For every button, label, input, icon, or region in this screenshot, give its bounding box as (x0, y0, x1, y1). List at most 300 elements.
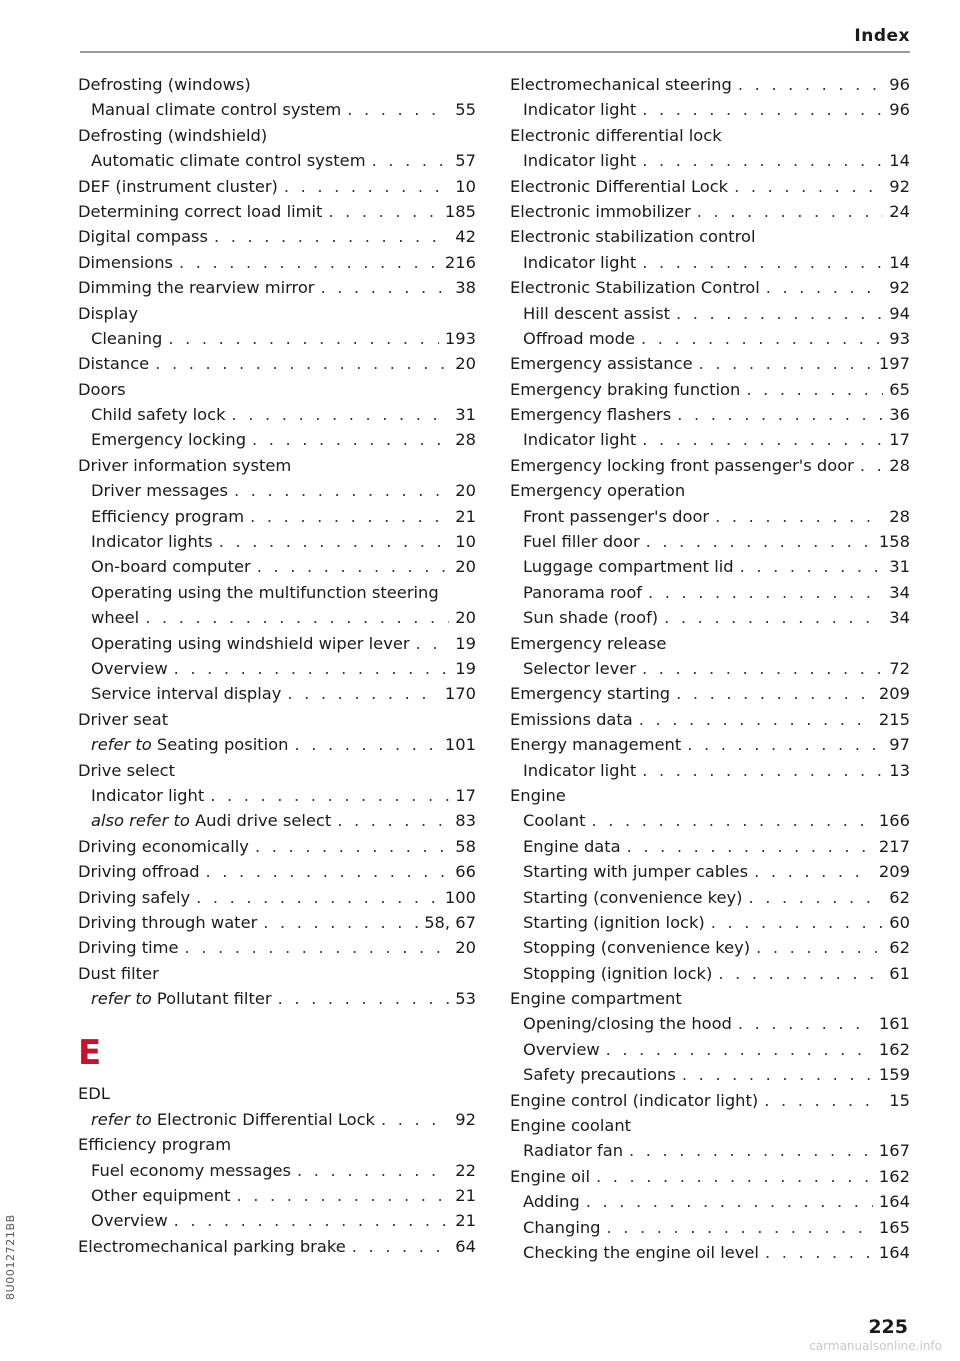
entry-label: Selector lever (523, 658, 636, 678)
index-entry (78, 224, 476, 249)
dot-leader (321, 275, 450, 300)
dot-leader (263, 910, 418, 935)
page-reference: 92 (455, 1109, 476, 1129)
index-subentry-text: Operating using the multifunction steering (91, 582, 439, 602)
index-subentry (510, 301, 910, 326)
index-entry (78, 834, 476, 859)
index-entry (510, 732, 910, 757)
dot-leader (237, 1183, 450, 1208)
page-reference: 28 (455, 430, 476, 450)
entry-label: Overview (91, 1211, 168, 1231)
page-reference: 92 (889, 278, 910, 298)
dot-leader (145, 605, 449, 630)
dot-leader (328, 199, 439, 224)
page-reference: 97 (889, 735, 910, 755)
dot-leader (174, 1208, 450, 1233)
dot-leader (219, 529, 450, 554)
index-entry (510, 351, 910, 376)
dot-leader (337, 808, 449, 833)
page-reference: 158 (878, 532, 910, 552)
entry-label: Front passenger's door (523, 506, 710, 526)
entry-label (91, 808, 331, 833)
index-heading: Engine coolant (510, 1116, 632, 1136)
page-reference: 24 (889, 201, 910, 221)
dot-leader (629, 1138, 873, 1163)
entry-label: Emergency flashers (510, 405, 672, 425)
page-reference: 21 (455, 1211, 476, 1231)
index-heading: Driver seat (78, 709, 169, 729)
entry-label: Engine data (523, 836, 621, 856)
dot-leader (586, 1189, 873, 1214)
dot-leader (596, 1164, 873, 1189)
entry-label: Hill descent assist (523, 303, 671, 323)
page-reference: 34 (889, 608, 910, 628)
dot-leader (734, 174, 883, 199)
entry-label: Electronic immobilizer (510, 201, 691, 221)
index-entry (78, 250, 476, 275)
dot-leader (642, 250, 883, 275)
page-reference: 209 (878, 684, 910, 704)
page-reference: 62 (889, 887, 910, 907)
entry-label: Engine control (indicator light) (510, 1090, 759, 1110)
page-reference: 215 (878, 709, 910, 729)
index-subentry (510, 1215, 910, 1240)
page-reference: 96 (889, 75, 910, 94)
dot-leader (749, 885, 884, 910)
dot-leader (174, 656, 450, 681)
page-reference: 162 (878, 1166, 910, 1186)
entry-label: Driving offroad (78, 862, 200, 882)
page-reference: 17 (455, 785, 476, 805)
entry-label: Offroad mode (523, 328, 635, 348)
dot-leader (416, 631, 450, 656)
page-reference: 96 (889, 100, 910, 120)
index-subentry (78, 808, 476, 833)
entry-label: Safety precautions (523, 1065, 676, 1085)
entry-label: Luggage compartment lid (523, 557, 734, 577)
dot-leader (352, 1234, 450, 1259)
page-reference: 38 (455, 278, 476, 298)
entry-label: Driving through water (78, 912, 258, 932)
page-reference: 170 (444, 684, 476, 704)
index-subentry (78, 529, 476, 554)
index-subentry (78, 148, 476, 173)
entry-label (91, 732, 288, 757)
entry-label: Service interval display (91, 684, 282, 704)
dot-leader (381, 1107, 449, 1132)
dot-leader (738, 72, 883, 97)
index-heading: Dust filter (78, 963, 159, 983)
cross-reference-prefix: refer to (91, 1109, 152, 1129)
page-reference: 216 (444, 252, 476, 272)
entry-label: Other equipment (91, 1186, 231, 1206)
page-header-title: Index (854, 26, 910, 46)
index-subentry (510, 1240, 910, 1265)
page-reference: 20 (455, 938, 476, 958)
entry-label: Emergency braking function (510, 379, 741, 399)
index-entry (510, 199, 910, 224)
page-reference: 34 (889, 582, 910, 602)
page-reference: 193 (444, 328, 476, 348)
dot-leader (250, 504, 449, 529)
dot-leader (676, 301, 883, 326)
index-subentry (78, 656, 476, 681)
page-reference: 19 (455, 633, 476, 653)
cross-reference-prefix: also refer to (91, 811, 190, 831)
index-subentry (78, 326, 476, 351)
watermark: carmanualsonline.info (809, 1339, 942, 1353)
page-reference: 72 (889, 658, 910, 678)
dot-leader (676, 681, 873, 706)
index-subentry (510, 504, 910, 529)
index-entry (78, 1234, 476, 1259)
dot-leader (214, 224, 449, 249)
entry-label: Dimming the rearview mirror (78, 278, 315, 298)
dot-leader (687, 732, 883, 757)
header-rule (80, 51, 910, 53)
dot-leader (766, 275, 884, 300)
entry-label: Operating using windshield wiper lever (91, 633, 410, 653)
page-reference: 61 (889, 963, 910, 983)
page-reference: 17 (889, 430, 910, 450)
dot-leader (252, 427, 449, 452)
entry-label: Determining correct load limit (78, 201, 323, 221)
page-number: 225 (868, 1316, 908, 1338)
entry-label: Manual climate control system (91, 100, 342, 120)
dot-leader (210, 783, 449, 808)
entry-label: Driving time (78, 938, 179, 958)
index-subentry (510, 605, 910, 630)
index-entry (78, 275, 476, 300)
index-subentry (510, 580, 910, 605)
index-subentry (510, 656, 910, 681)
dot-leader (372, 148, 450, 173)
index-subentry (510, 1138, 910, 1163)
page-reference: 15 (889, 1090, 910, 1110)
index-entry (78, 935, 476, 960)
entry-label: Electronic Differential Lock (510, 176, 729, 196)
index-subentry (510, 961, 910, 986)
entry-label: Opening/closing the hood (523, 1014, 732, 1034)
entry-label: Emergency locking (91, 430, 247, 450)
page-reference: 20 (455, 557, 476, 577)
index-entry (78, 199, 476, 224)
page-reference: 28 (889, 506, 910, 526)
entry-label: Driving safely (78, 887, 191, 907)
entry-label: Indicator light (523, 760, 637, 780)
index-heading: Drive select (78, 760, 175, 780)
dot-leader (648, 580, 883, 605)
page-reference: 197 (878, 354, 910, 374)
dot-leader (606, 1037, 873, 1062)
entry-label: Dimensions (78, 252, 174, 272)
entry-label: On-board computer (91, 557, 251, 577)
index-entry (78, 859, 476, 884)
dot-leader (185, 935, 450, 960)
entry-label: Distance (78, 354, 150, 374)
entry-label: Starting (convenience key) (523, 887, 743, 907)
dot-leader (754, 859, 873, 884)
entry-label: Indicator light (91, 785, 205, 805)
index-subentry (510, 935, 910, 960)
dot-leader (738, 1011, 873, 1036)
dot-leader (711, 910, 884, 935)
page-reference: 14 (889, 252, 910, 272)
entry-label: Child safety lock (91, 405, 226, 425)
index-subentry (78, 478, 476, 503)
entry-label-text: Audi drive select (194, 811, 332, 831)
dot-leader (232, 402, 450, 427)
index-subentry (510, 1189, 910, 1214)
page-reference: 165 (878, 1217, 910, 1237)
index-subentry (510, 1037, 910, 1062)
entry-label: Indicator light (523, 252, 637, 272)
entry-label: Emissions data (510, 709, 633, 729)
index-heading: Emergency operation (510, 481, 686, 501)
entry-label: Overview (91, 658, 168, 678)
index-entry (510, 453, 910, 478)
page-reference: 217 (878, 836, 910, 856)
index-heading: Doors (78, 379, 126, 399)
section-letter: E (78, 1033, 102, 1074)
index-entry (510, 707, 910, 732)
page-reference: 161 (878, 1014, 910, 1034)
index-subentry (510, 554, 910, 579)
entry-label: Fuel economy messages (91, 1160, 292, 1180)
page-reference: 167 (878, 1141, 910, 1161)
entry-label: Starting with jumper cables (523, 862, 749, 882)
index-subentry (510, 427, 910, 452)
index-heading: Engine compartment (510, 989, 682, 1009)
entry-label: Automatic climate control system (91, 151, 366, 171)
dot-leader (255, 834, 449, 859)
page-reference: 159 (878, 1065, 910, 1085)
dot-leader (642, 758, 883, 783)
page-reference: 92 (889, 176, 910, 196)
dot-leader (765, 1240, 873, 1265)
page-reference: 20 (455, 481, 476, 501)
page-reference: 185 (444, 201, 476, 221)
entry-label: Starting (ignition lock) (523, 912, 705, 932)
entry-label: Electronic Stabilization Control (510, 278, 760, 298)
page-reference: 53 (455, 989, 476, 1009)
page-reference: 65 (889, 379, 910, 399)
dot-leader (287, 681, 439, 706)
entry-label-text: Seating position (156, 735, 289, 755)
index-subentry (78, 1107, 476, 1132)
entry-label: Overview (523, 1039, 600, 1059)
page-reference: 42 (455, 227, 476, 247)
page-reference: 13 (889, 760, 910, 780)
dot-leader (297, 1158, 449, 1183)
dot-leader (641, 326, 883, 351)
index-heading: Efficiency program (78, 1135, 232, 1155)
entry-label: Panorama roof (523, 582, 643, 602)
dot-leader (718, 961, 883, 986)
entry-label: Energy management (510, 735, 682, 755)
page-reference: 60 (889, 912, 910, 932)
index-heading: Defrosting (windows) (78, 75, 251, 94)
entry-label: Changing (523, 1217, 601, 1237)
index-entry (510, 275, 910, 300)
index-subentry (510, 859, 910, 884)
entry-label: Stopping (ignition lock) (523, 963, 713, 983)
index-subentry (510, 834, 910, 859)
entry-label: Indicator light (523, 100, 637, 120)
page-reference: 20 (455, 354, 476, 374)
dot-leader (756, 935, 883, 960)
page-reference: 28 (889, 455, 910, 475)
page-reference: 101 (444, 735, 476, 755)
index-subentry (78, 402, 476, 427)
cross-reference-prefix: refer to (91, 989, 152, 1009)
page-reference: 21 (455, 506, 476, 526)
dot-leader (715, 504, 883, 529)
index-subentry (510, 808, 910, 833)
index-entry (510, 402, 910, 427)
entry-label: Stopping (convenience key) (523, 938, 751, 958)
entry-label: Indicator lights (91, 532, 213, 552)
dot-leader (642, 148, 883, 173)
page-reference: 20 (455, 608, 476, 628)
index-subentry (78, 986, 476, 1011)
dot-leader (642, 427, 883, 452)
index-entry (78, 351, 476, 376)
index-entry (510, 1164, 910, 1189)
entry-label (91, 986, 272, 1011)
index-subentry (510, 148, 910, 173)
index-entry (78, 910, 476, 935)
page-reference: 10 (455, 176, 476, 196)
entry-label: Indicator light (523, 151, 637, 171)
document-code: 8U0012721BB (4, 1214, 17, 1300)
page-reference: 83 (455, 811, 476, 831)
dot-leader (168, 326, 439, 351)
entry-label (91, 1107, 375, 1132)
index-entry (78, 174, 476, 199)
dot-leader (592, 808, 873, 833)
entry-label-text: Pollutant filter (156, 989, 272, 1009)
page-reference: 164 (878, 1192, 910, 1212)
page-reference: 62 (889, 938, 910, 958)
index-entry (78, 885, 476, 910)
dot-leader (627, 834, 873, 859)
page-reference: 21 (455, 1186, 476, 1206)
dot-leader (284, 174, 449, 199)
dot-leader (155, 351, 449, 376)
dot-leader (278, 986, 450, 1011)
index-heading: EDL (78, 1084, 110, 1104)
dot-leader (646, 529, 873, 554)
index-heading: Defrosting (windshield) (78, 125, 268, 145)
dot-leader (257, 554, 450, 579)
index-subentry (78, 427, 476, 452)
index-subentry (510, 1062, 910, 1087)
dot-leader (294, 732, 438, 757)
dot-leader (347, 97, 449, 122)
index-subentry (510, 910, 910, 935)
page-reference: 162 (878, 1039, 910, 1059)
entry-label: Sun shade (roof) (523, 608, 659, 628)
index-entry (510, 377, 910, 402)
cross-reference-prefix: refer to (91, 735, 152, 755)
entry-label: Radiator fan (523, 1141, 624, 1161)
index-entry (510, 1088, 910, 1113)
dot-leader (206, 859, 450, 884)
entry-label: DEF (instrument cluster) (78, 176, 278, 196)
index-subentry (510, 97, 910, 122)
index-subentry (510, 529, 910, 554)
index-heading: Engine (510, 785, 566, 805)
dot-leader (179, 250, 439, 275)
entry-label: Emergency starting (510, 684, 671, 704)
page-reference: 93 (889, 328, 910, 348)
index-subentry (78, 97, 476, 122)
page-reference: 209 (878, 862, 910, 882)
index-subentry (78, 504, 476, 529)
entry-label: Driver messages (91, 481, 228, 501)
dot-leader (664, 605, 883, 630)
entry-label: Cleaning (91, 328, 163, 348)
dot-leader (697, 199, 883, 224)
entry-label: wheel (91, 608, 140, 628)
page-reference: 94 (889, 303, 910, 323)
entry-label: Engine oil (510, 1166, 590, 1186)
entry-label: Fuel filler door (523, 532, 640, 552)
index-column-right (510, 72, 910, 1265)
index-subentry (510, 250, 910, 275)
index-entry (510, 681, 910, 706)
dot-leader (699, 351, 873, 376)
index-subentry (78, 1183, 476, 1208)
page-reference: 57 (455, 151, 476, 171)
page-reference: 31 (455, 405, 476, 425)
entry-label: Emergency locking front passenger's door (510, 455, 854, 475)
page-reference: 14 (889, 151, 910, 171)
page-reference: 31 (889, 557, 910, 577)
index-subentry (510, 1011, 910, 1036)
index-subentry (78, 605, 476, 630)
page-reference: 66 (455, 862, 476, 882)
dot-leader (642, 656, 883, 681)
index-heading: Emergency release (510, 633, 667, 653)
dot-leader (196, 885, 439, 910)
page-reference: 64 (455, 1236, 476, 1256)
index-subentry (510, 326, 910, 351)
index-subentry (78, 732, 476, 757)
index-heading: Driver information system (78, 455, 292, 475)
index-subentry (78, 554, 476, 579)
page-reference: 36 (889, 405, 910, 425)
dot-leader (677, 402, 883, 427)
index-subentry (510, 758, 910, 783)
dot-leader (746, 377, 883, 402)
index-subentry (78, 1158, 476, 1183)
index-subentry (78, 783, 476, 808)
page-reference: 58, 67 (424, 912, 476, 932)
entry-label: Checking the engine oil level (523, 1242, 759, 1262)
index-subentry (78, 631, 476, 656)
page-reference: 100 (444, 887, 476, 907)
entry-label: Electromechanical parking brake (78, 1236, 346, 1256)
page-reference: 166 (878, 811, 910, 831)
page-reference: 22 (455, 1160, 476, 1180)
dot-leader (860, 453, 883, 478)
page-reference: 164 (878, 1242, 910, 1262)
dot-leader (682, 1062, 873, 1087)
dot-leader (764, 1088, 883, 1113)
dot-leader (740, 554, 884, 579)
